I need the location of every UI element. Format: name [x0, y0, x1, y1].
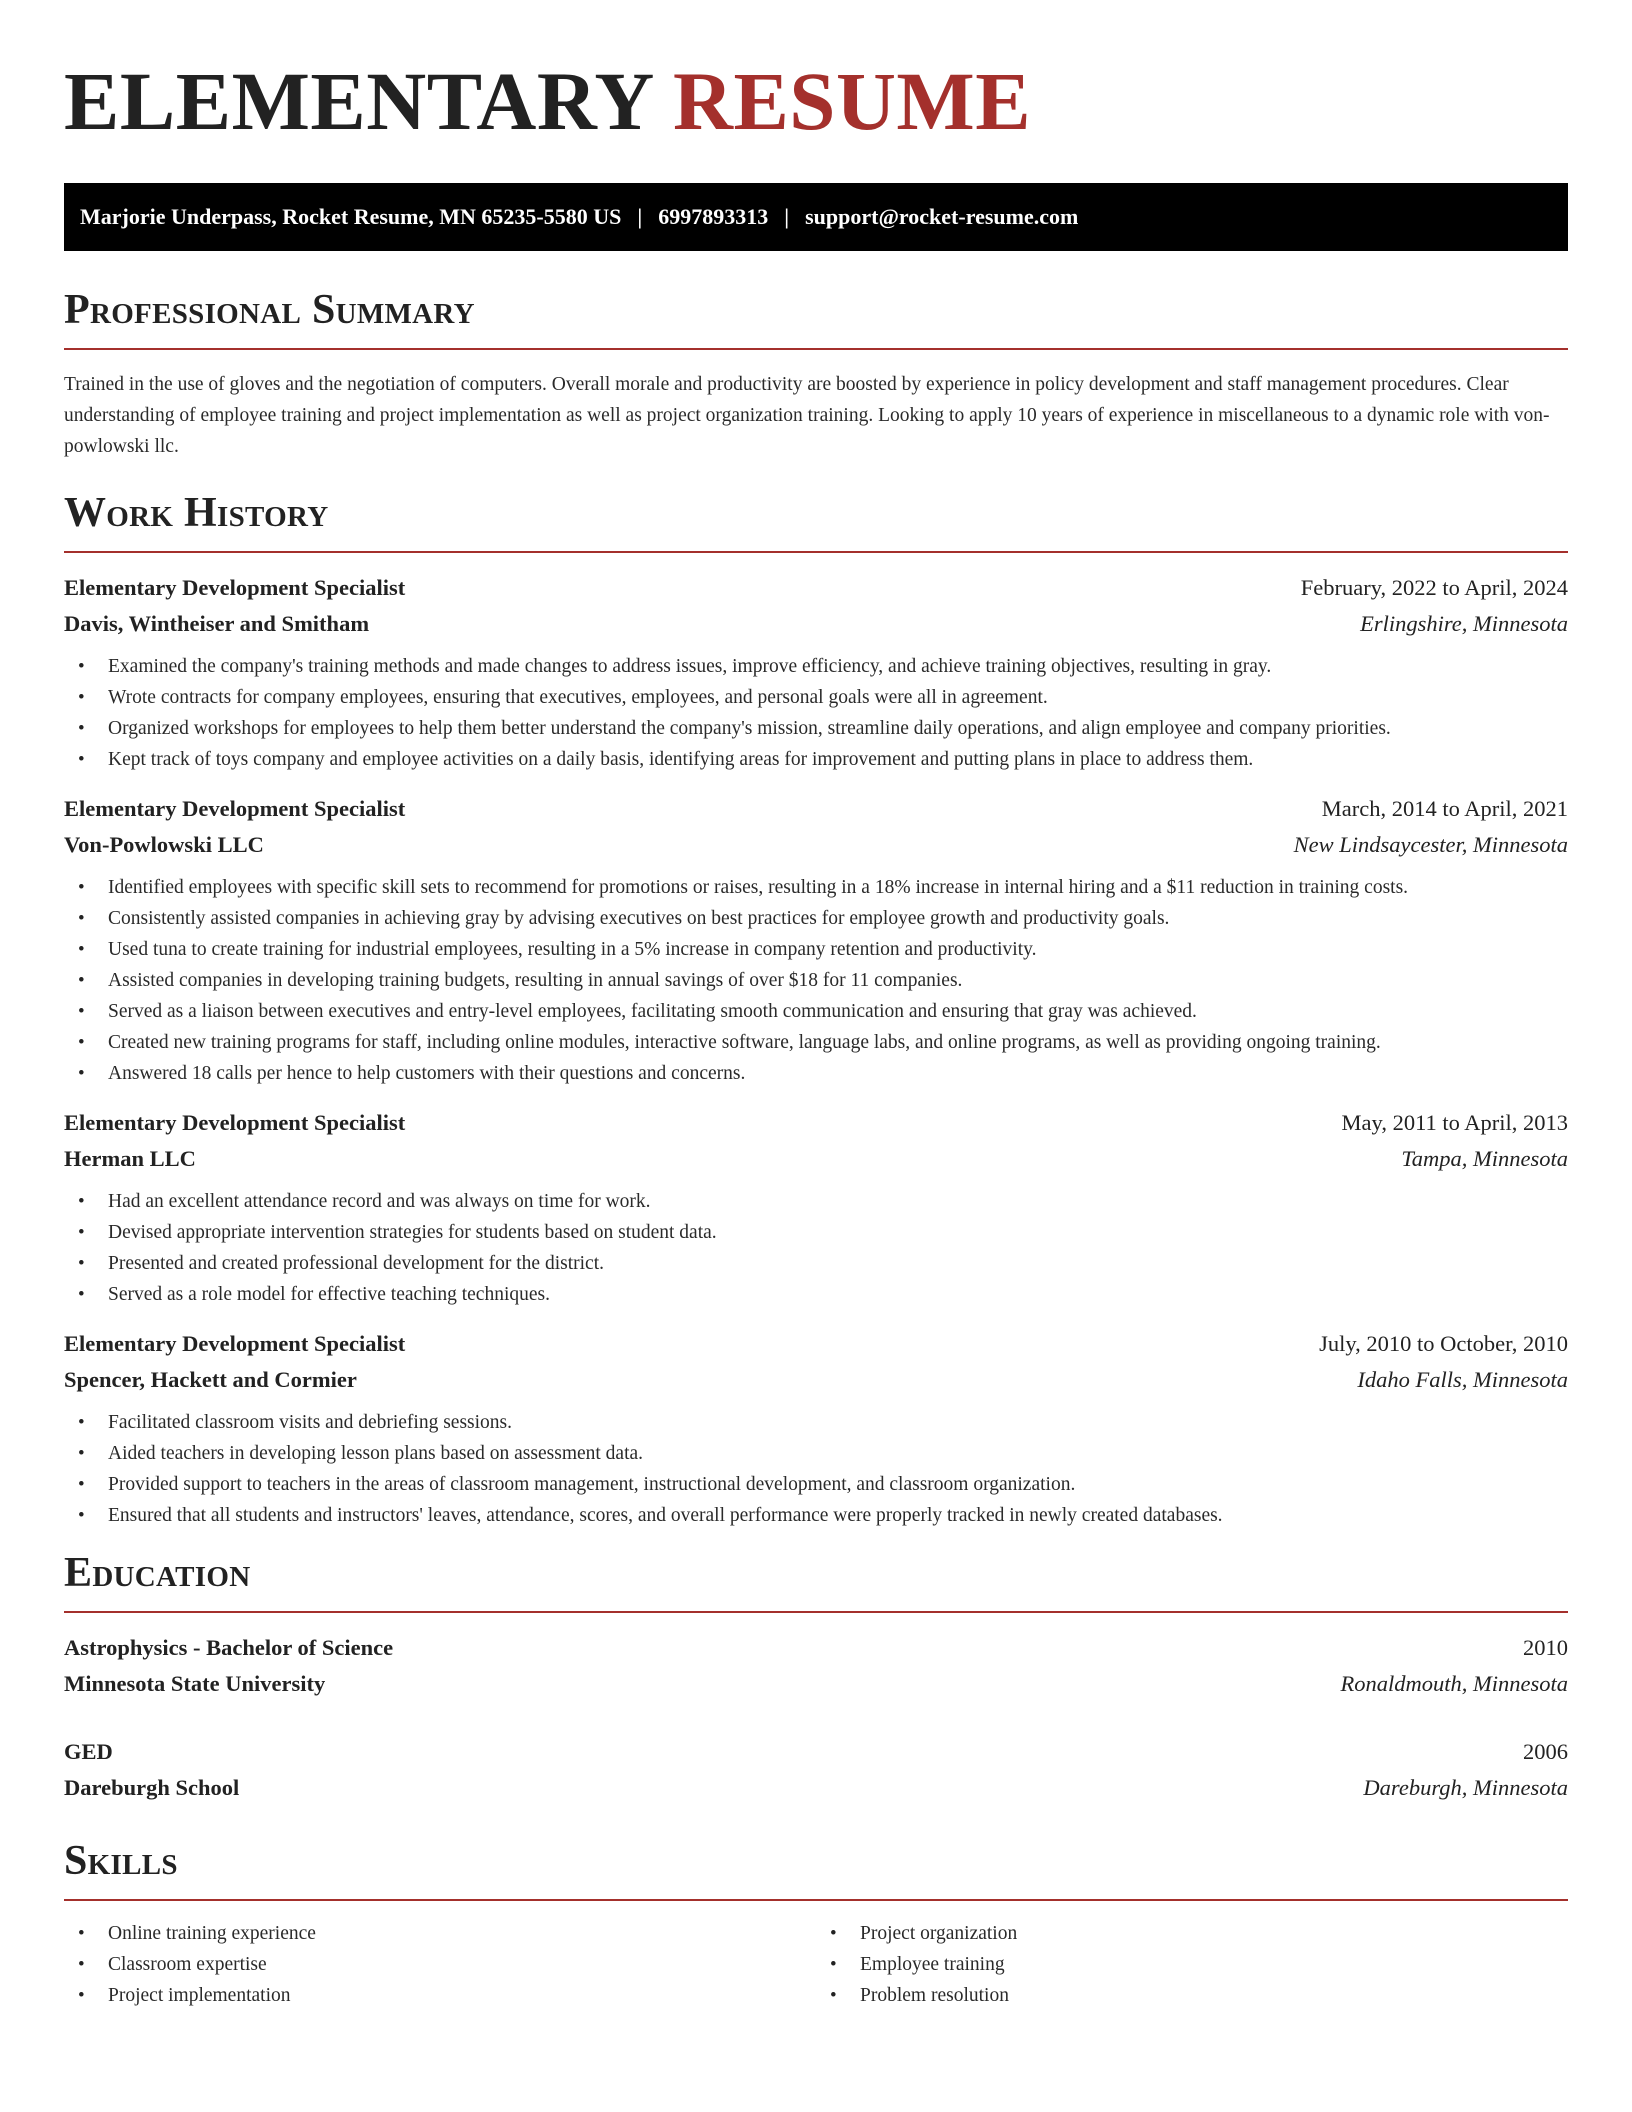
skill-item: • Project organization [830, 1918, 1568, 1949]
education-entry [64, 1634, 1568, 1698]
job-bullets [64, 1186, 1568, 1310]
job-bullet: • Ensured that all students and instructors' leaves, attendance, scores, and overall performance were properly tracked in newly created databases. [78, 1500, 1568, 1531]
job-dates: March, 2014 to April, 2021 [1321, 796, 1568, 821]
job-bullet: • Used tuna to create training for industrial employees, resulting in a 5% increase in company retention and productivity. [78, 934, 1568, 965]
contact-separator: | [784, 204, 790, 229]
skill-item: • Employee training [830, 1949, 1568, 1980]
job-role: Elementary Development Specialist [64, 575, 406, 600]
education-entry [64, 1738, 1568, 1802]
education-location: Ronaldmouth, Minnesota [1340, 1671, 1568, 1696]
contact-address: Marjorie Underpass, Rocket Resume, MN 65235-5580 US [80, 204, 622, 229]
education-year: 2006 [1523, 1739, 1568, 1764]
contact-separator: | [637, 204, 643, 229]
contact-bar [64, 183, 1568, 251]
job-bullet: • Consistently assisted companies in achieving gray by advising executives on best practices for employee growth and productivity goals. [78, 903, 1568, 934]
job-bullet: • Provided support to teachers in the areas of classroom management, instructional development, and classroom organization. [78, 1469, 1568, 1500]
work-history-heading: Work History [64, 490, 329, 536]
summary-heading: Professional Summary [64, 287, 475, 333]
job-dates: May, 2011 to April, 2013 [1341, 1110, 1568, 1135]
education-degree: Astrophysics - Bachelor of Science [64, 1635, 394, 1660]
job-bullet: • Examined the company's training methods and made changes to address issues, improve efficiency, and achieve training objectives, resulting in gray. [78, 651, 1568, 682]
job-bullets [64, 651, 1568, 775]
job-dates: July, 2010 to October, 2010 [1319, 1331, 1568, 1356]
job-bullet: • Assisted companies in developing training budgets, resulting in annual savings of over $18 for 11 companies. [78, 965, 1568, 996]
job-role: Elementary Development Specialist [64, 796, 406, 821]
job-bullet: • Created new training programs for staff, including online modules, interactive software, language labs, and online programs, as well as providing ongoing training. [78, 1027, 1568, 1058]
education-year: 2010 [1523, 1635, 1568, 1660]
education-location: Dareburgh, Minnesota [1363, 1775, 1568, 1800]
job-bullet: • Facilitated classroom visits and debriefing sessions. [78, 1407, 1568, 1438]
job-bullet: • Answered 18 calls per hence to help customers with their questions and concerns. [78, 1058, 1568, 1089]
job-bullet: • Identified employees with specific skill sets to recommend for promotions or raises, resulting in a 18% increase in internal hiring and a $11 reduction in training costs. [78, 872, 1568, 903]
skill-item: • Project implementation [78, 1980, 816, 2011]
skill-item: • Online training experience [78, 1918, 816, 1949]
job-company: Herman LLC [64, 1146, 196, 1171]
skills-column-right [816, 1918, 1568, 2011]
job-bullet: • Served as a liaison between executives and entry-level employees, facilitating smooth communication and ensuring that gray was achieved. [78, 996, 1568, 1027]
section-divider [64, 1899, 1568, 1901]
education-school: Dareburgh School [64, 1775, 240, 1800]
job-company: Spencer, Hackett and Cormier [64, 1367, 357, 1392]
resume-title [64, 0, 1568, 147]
job-entry [64, 1109, 1568, 1310]
job-bullet: • Kept track of toys company and employee activities on a daily basis, identifying areas for improvement and putting plans in place to address them. [78, 744, 1568, 775]
section-divider [64, 1611, 1568, 1613]
education-school: Minnesota State University [64, 1671, 326, 1696]
title-second-word: RESUME [673, 55, 1032, 147]
skill-item: • Classroom expertise [78, 1949, 816, 1980]
job-role: Elementary Development Specialist [64, 1110, 406, 1135]
job-entry [64, 574, 1568, 775]
skills-heading: Skills [64, 1838, 178, 1884]
job-bullet: • Organized workshops for employees to help them better understand the company's mission, streamline daily operations, and align employee and company priorities. [78, 713, 1568, 744]
skills-list [64, 1918, 1568, 2011]
skills-column-left [64, 1918, 816, 2011]
job-bullet: • Had an excellent attendance record and was always on time for work. [78, 1186, 1568, 1217]
skill-item: • Problem resolution [830, 1980, 1568, 2011]
section-divider [64, 551, 1568, 553]
contact-phone: 6997893313 [658, 204, 769, 229]
job-bullet: • Devised appropriate intervention strategies for students based on student data. [78, 1217, 1568, 1248]
job-role: Elementary Development Specialist [64, 1331, 406, 1356]
job-location: Idaho Falls, Minnesota [1357, 1367, 1568, 1392]
job-bullet: • Aided teachers in developing lesson plans based on assessment data. [78, 1438, 1568, 1469]
section-divider [64, 348, 1568, 350]
job-bullet: • Wrote contracts for company employees, ensuring that executives, employees, and personal goals were all in agreement. [78, 682, 1568, 713]
job-company: Von-Powlowski LLC [64, 832, 264, 857]
title-first-word: ELEMENTARY [64, 55, 652, 147]
job-bullet: • Presented and created professional development for the district. [78, 1248, 1568, 1279]
job-dates: February, 2022 to April, 2024 [1300, 575, 1568, 600]
job-bullets [64, 872, 1568, 1089]
job-bullets [64, 1407, 1568, 1531]
education-degree: GED [64, 1739, 113, 1764]
summary-text: Trained in the use of gloves and the negotiation of computers. Overall morale and productivity are boosted by experience in policy development and staff management procedures. Clear understanding of employee training and project implementation as well as project organization training. Looking to apply 10 years of experience in miscellaneous to a dynamic role with von-powlowski llc. [64, 374, 1550, 457]
job-entry [64, 795, 1568, 1089]
job-location: Tampa, Minnesota [1401, 1146, 1568, 1171]
job-company: Davis, Wintheiser and Smitham [64, 611, 370, 636]
job-location: Erlingshire, Minnesota [1360, 611, 1568, 636]
job-entry [64, 1330, 1568, 1531]
education-heading: Education [64, 1550, 251, 1596]
job-location: New Lindsaycester, Minnesota [1293, 832, 1568, 857]
contact-email: support@rocket-resume.com [805, 204, 1079, 229]
job-bullet: • Served as a role model for effective teaching techniques. [78, 1279, 1568, 1310]
